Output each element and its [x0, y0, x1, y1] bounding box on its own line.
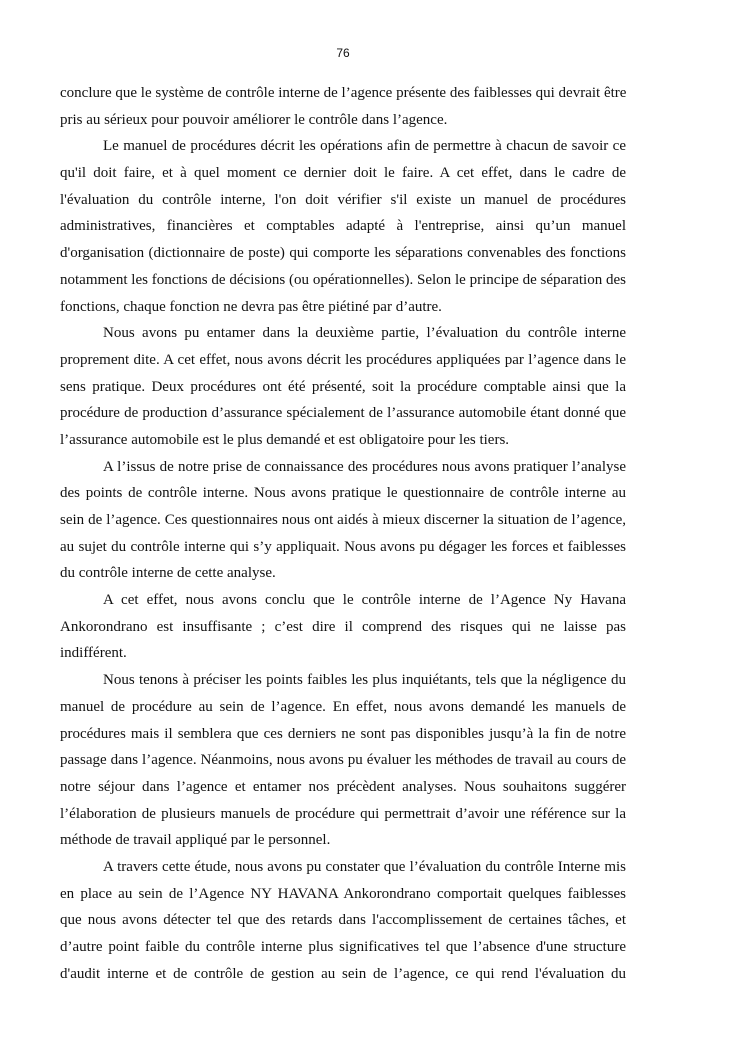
document-body	[60, 80, 626, 987]
paragraph	[60, 854, 626, 987]
text-line: que nous avons détecter tel que des retards dans l'accomplissement de certaines tâches, et	[60, 912, 626, 929]
text-line: pris au sérieux pour pouvoir améliorer le contrôle dans l’agence.	[60, 111, 448, 128]
text-line: manuel de procédure au sein de l’agence. En effet, nous avons demandé les manuels de	[60, 698, 626, 715]
text-line: passage dans l’agence. Néanmoins, nous avons pu évaluer les méthodes de travail au cours de	[60, 752, 626, 769]
text-line: procédure de production d’assurance spécialement de l’assurance automobile étant donné que	[60, 405, 626, 422]
paragraph	[60, 133, 626, 320]
text-line: d’autre point faible du contrôle interne plus significatives tel que l’absence d'une structure	[60, 939, 626, 955]
text-line: Nous tenons à préciser les points faibles les plus inquiétants, tels que la négligence du	[103, 672, 626, 689]
text-line: en place au sein de l’Agence NY HAVANA Ankorondrano comportait quelques faiblesses	[60, 885, 626, 902]
text-line: Nous avons pu entamer dans la deuxième partie, l’évaluation du contrôle interne	[103, 325, 626, 342]
text-line: d'organisation (dictionnaire de poste) qui comporte les séparations convenables des fonctions	[60, 245, 626, 262]
text-line: administratives, financières et comptables adapté à l'entreprise, ainsi qu’un manuel	[60, 218, 626, 235]
paragraph	[60, 454, 626, 587]
text-line: Le manuel de procédures décrit les opérations afin de permettre à chacun de savoir ce	[103, 138, 626, 155]
text-line: l'évaluation du contrôle interne, l'on doit vérifier s'il existe un manuel de procédures	[60, 191, 626, 208]
text-line: conclure que le système de contrôle interne de l’agence présente des faiblesses qui devrait être	[60, 85, 627, 101]
text-line: l’élaboration de plusieurs manuels de procédure qui permettrait d’avoir une référence sur la	[60, 805, 626, 822]
text-line: des points de contrôle interne. Nous avons pratique le questionnaire de contrôle interne au	[60, 485, 626, 502]
paragraph	[60, 587, 626, 667]
text-line: A cet effet, nous avons conclu que le contrôle interne de l’Agence Ny Havana	[103, 592, 626, 609]
page-number: 76	[336, 46, 350, 60]
paragraph	[60, 667, 626, 854]
text-line: Ankorondrano est insuffisante ; c’est dire il comprend des risques qui ne laisse pas	[60, 618, 626, 635]
text-line: fonctions, chaque fonction ne devra pas être piétiné par d’autre.	[60, 298, 442, 315]
text-line: sein de l’agence. Ces questionnaires nous ont aidés à mieux discerner la situation de l’agence,	[60, 512, 626, 528]
text-line: du contrôle interne de cette analyse.	[60, 565, 276, 582]
text-line: proprement dite. A cet effet, nous avons décrit les procédures appliquées par l’agence dans le	[60, 351, 626, 368]
text-line: notamment les fonctions de décisions (ou opérationnelles). Selon le principe de séparation des	[60, 271, 626, 288]
text-line: l’assurance automobile est le plus demandé et est obligatoire pour les tiers.	[60, 431, 510, 448]
paragraph	[60, 320, 626, 453]
text-line: qu'il doit faire, et à quel moment ce dernier doit le faire. A cet effet, dans le cadre de	[60, 165, 626, 182]
text-line: A l’issus de notre prise de connaissance des procédures nous avons pratiquer l’analyse	[103, 458, 626, 475]
text-line: A travers cette étude, nous avons pu constater que l’évaluation du contrôle Interne mis	[103, 858, 626, 875]
text-line: au sujet du contrôle interne qui s’y appliquait. Nous avons pu dégager les forces et faiblesses	[60, 538, 626, 555]
text-line: d'audit interne et de contrôle de gestion au sein de l’agence, ce qui rend l'évaluation du	[60, 965, 626, 982]
text-line: indifférent.	[60, 645, 127, 662]
text-line: sens pratique. Deux procédures ont été présenté, soit la procédure comptable ainsi que la	[60, 378, 626, 395]
text-line: procédures mais il semblera que ces derniers ne sont pas disponibles jusqu’à la fin de notre	[60, 725, 626, 742]
text-line: méthode de travail appliqué par le personnel.	[60, 832, 331, 849]
text-line: notre séjour dans l’agence et entamer nos précèdent analyses. Nous souhaitons suggérer	[60, 778, 626, 795]
paragraph	[60, 80, 626, 133]
